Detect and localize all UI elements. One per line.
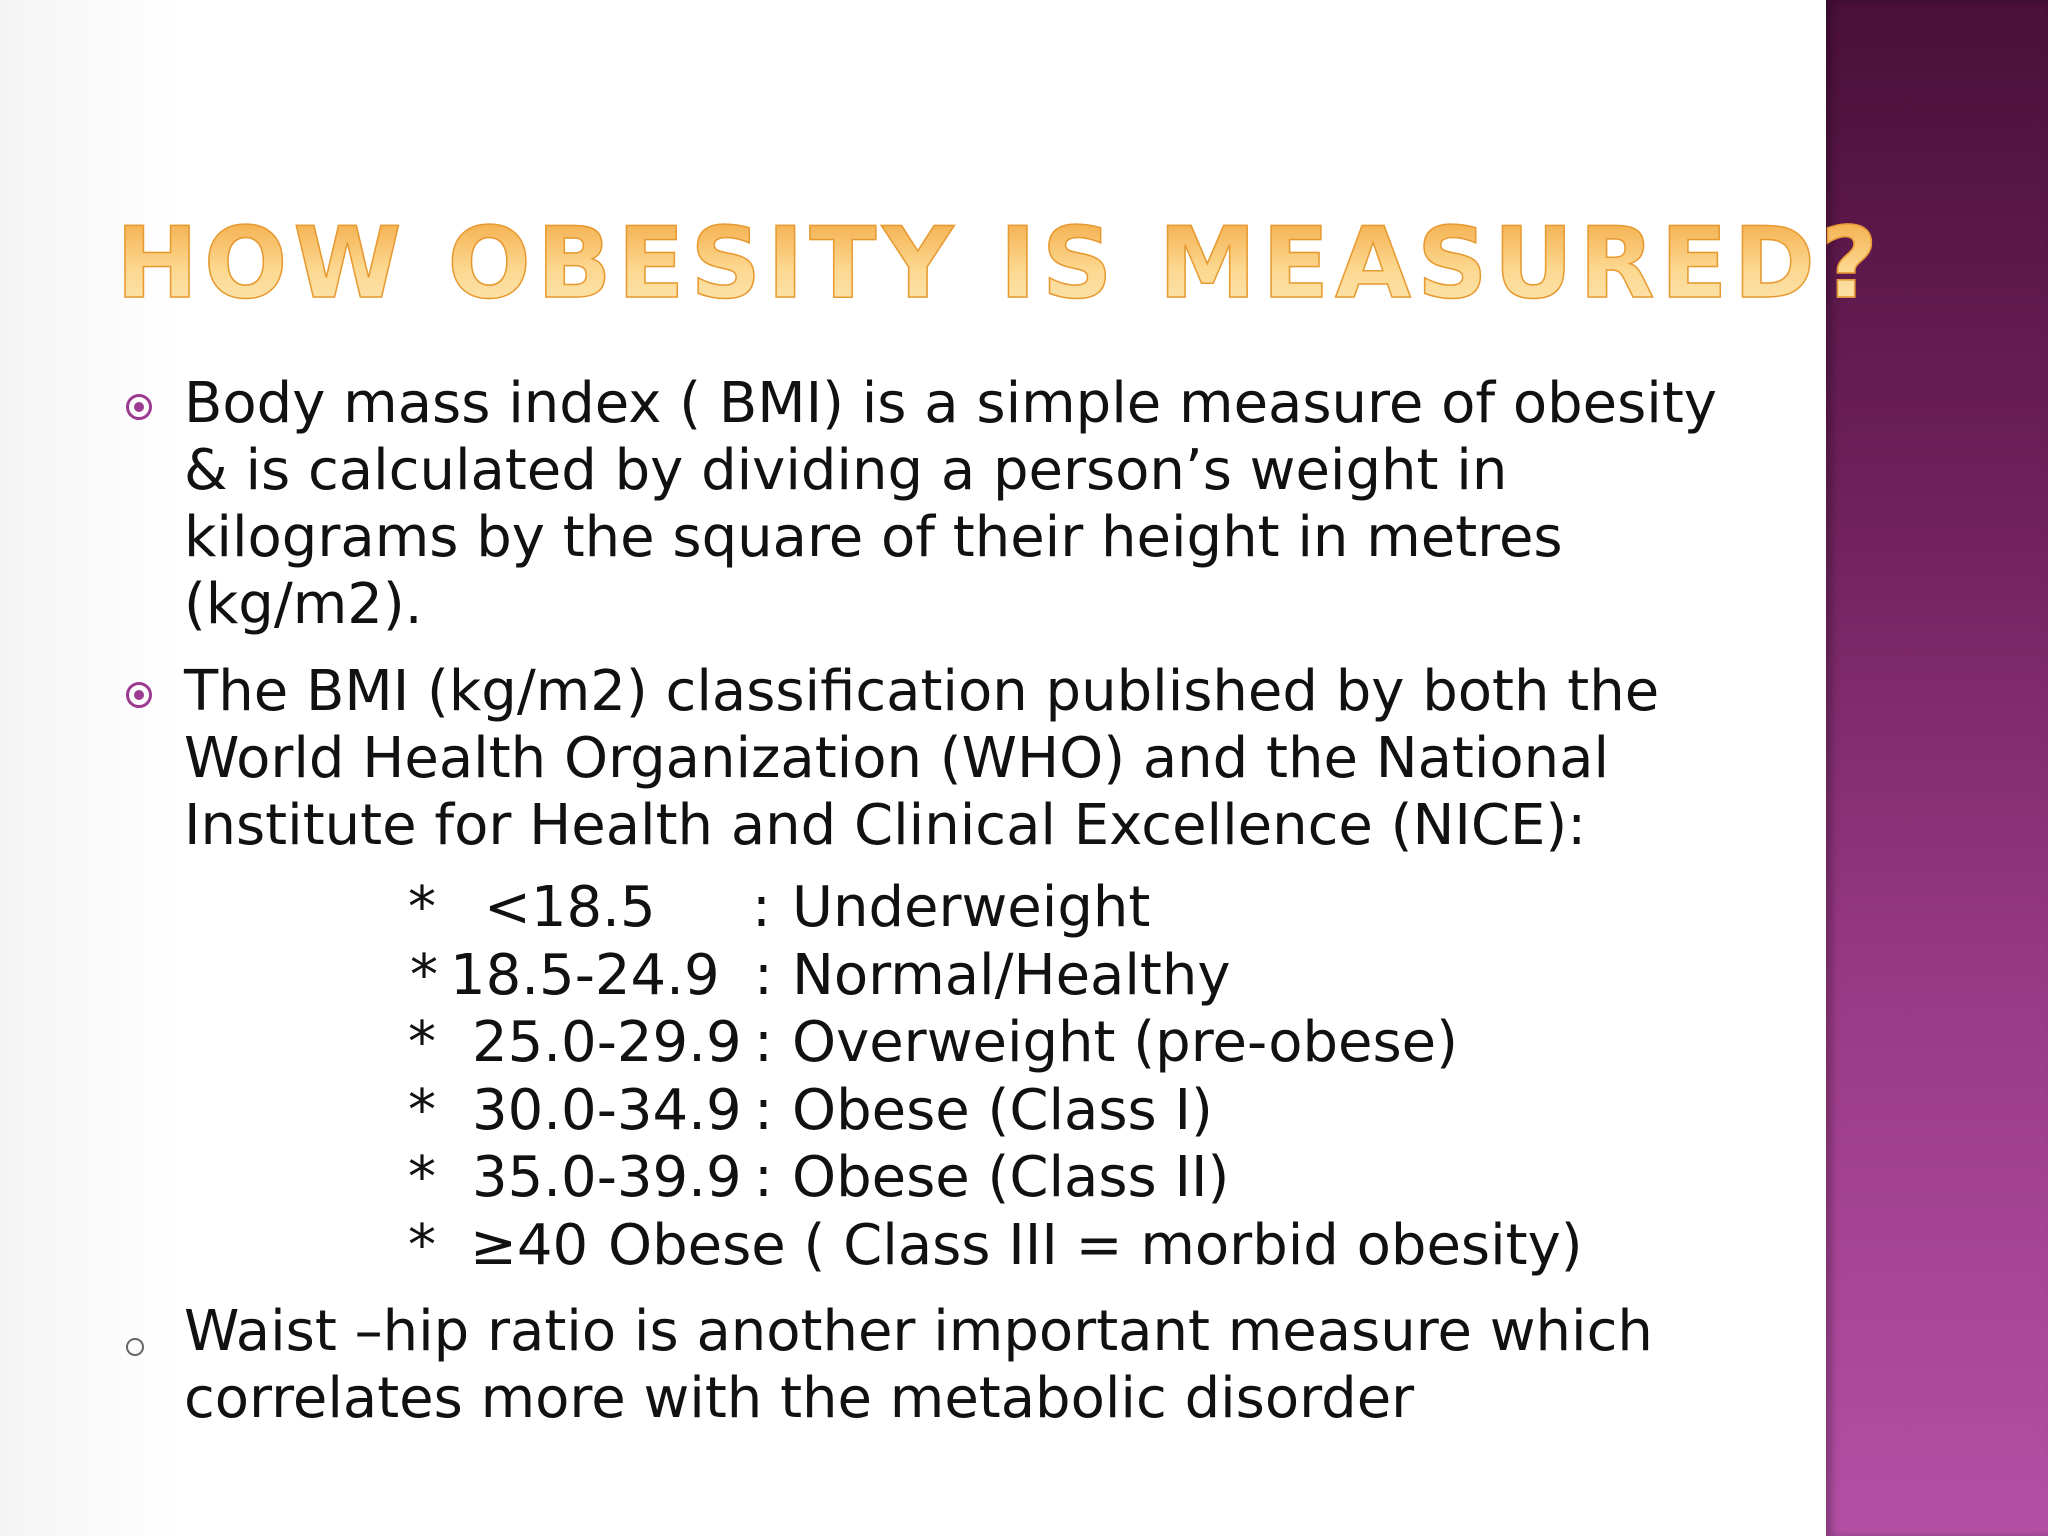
range-separator: :	[754, 1145, 773, 1210]
filled-circle-bullet-icon	[126, 682, 152, 708]
bmi-category: Obese ( Class III = morbid obesity)	[608, 1212, 1583, 1278]
bmi-range: <18.5	[484, 875, 656, 940]
bullet-bmi-definition	[184, 370, 1804, 638]
bullet-line: kilograms by the square of their height in metres	[184, 505, 1563, 570]
bullet-line: & is calculated by dividing a person’s weight in	[184, 438, 1508, 503]
bmi-category: Overweight (pre-obese)	[792, 1010, 1458, 1075]
bullet-line: Body mass index ( BMI) is a simple measure of obesity	[184, 371, 1717, 436]
bullet-bmi-classification	[184, 658, 1804, 859]
filled-circle-bullet-icon	[126, 394, 152, 420]
range-separator: :	[754, 1010, 773, 1075]
asterisk-marker: *	[408, 1212, 436, 1278]
bullet-line: The BMI (kg/m2) classification published by both the	[184, 659, 1660, 724]
asterisk-marker: *	[410, 942, 438, 1008]
bmi-category: Underweight	[792, 875, 1151, 940]
bullet-line: Waist –hip ratio is another important measure which	[184, 1299, 1653, 1364]
slide-title: HOW OBESITY IS MEASURED?	[116, 207, 1884, 321]
bullet-waist-hip-ratio	[184, 1298, 1804, 1432]
bmi-range: 25.0-29.9	[472, 1010, 742, 1075]
bullet-line: Institute for Health and Clinical Excellence (NICE):	[184, 793, 1587, 858]
asterisk-marker: *	[408, 1145, 436, 1210]
bmi-category: Normal/Healthy	[792, 942, 1231, 1008]
bmi-range: ≥40	[470, 1212, 589, 1278]
asterisk-marker: *	[408, 1010, 436, 1075]
bmi-category: Obese (Class I)	[792, 1077, 1213, 1143]
bmi-category: Obese (Class II)	[792, 1145, 1230, 1210]
range-separator: :	[754, 1077, 773, 1143]
bullet-line: correlates more with the metabolic disorder	[184, 1366, 1415, 1431]
bullet-line: (kg/m2).	[184, 572, 423, 637]
hollow-circle-bullet-icon	[126, 1338, 144, 1356]
range-separator: :	[752, 875, 771, 940]
asterisk-marker: *	[408, 875, 436, 940]
range-separator: :	[754, 942, 773, 1008]
bullet-line: World Health Organization (WHO) and the National	[184, 726, 1610, 791]
bmi-range: 30.0-34.9	[472, 1077, 742, 1143]
bmi-range: 18.5-24.9	[450, 942, 720, 1008]
bmi-range: 35.0-39.9	[472, 1145, 742, 1210]
asterisk-marker: *	[408, 1077, 436, 1143]
